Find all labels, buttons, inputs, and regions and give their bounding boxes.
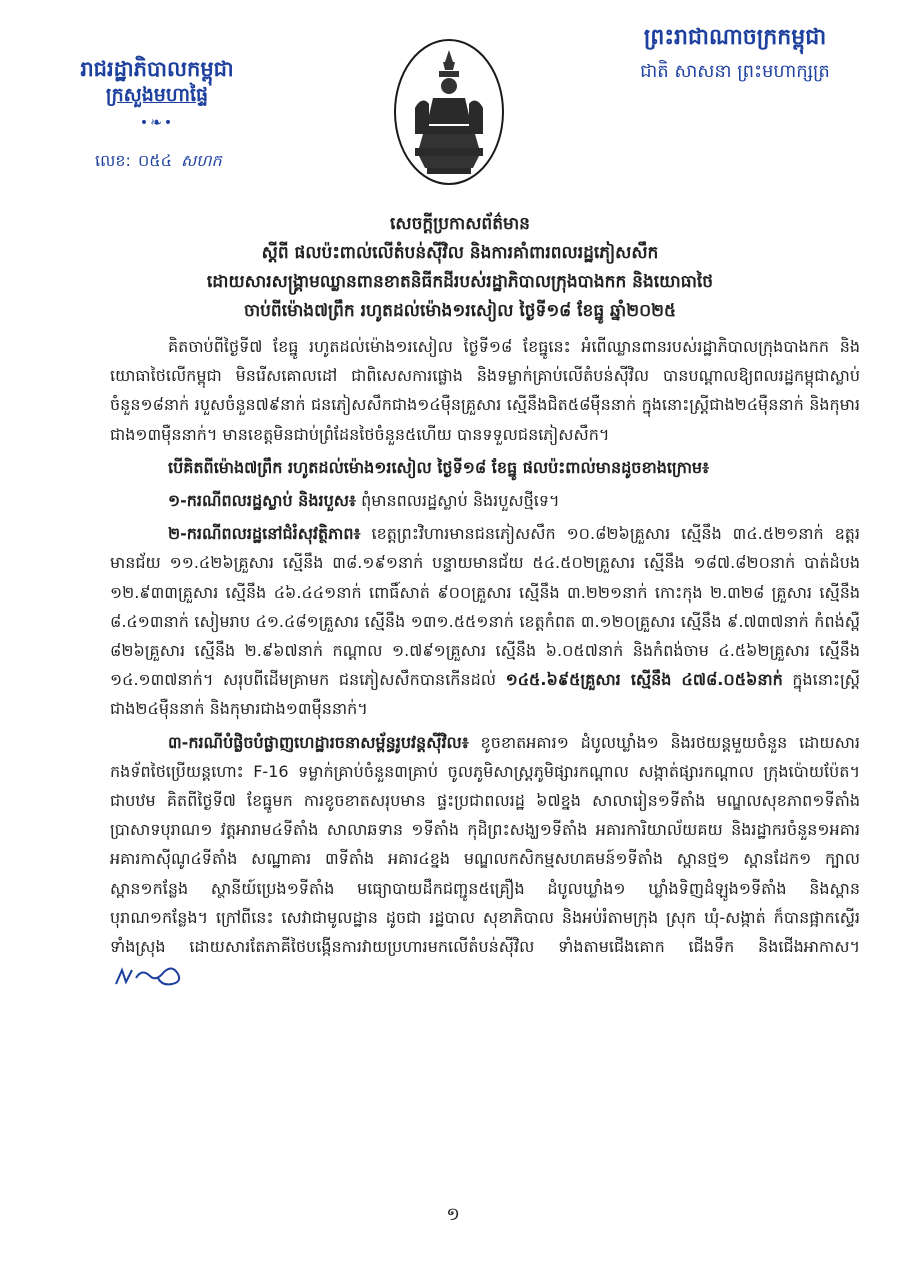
paragraph-intro: គិតចាប់ពីថ្ងៃទី៧ ខែធ្នូ រហូតដល់ម៉ោង១រសៀល ថ្ងៃទី១៨ ខែធ្នូនេះ អំពើឈ្លានពានរបស់រដ្ឋាភិបាលក្រុងបាងកក និងយោធាថៃលើកម្ពុជា មិនរើសគោលដៅ ជាពិសេសការផ្លោង និងទម្លាក់គ្រាប់លើតំបន់ស៊ីវិល បានបណ្តាលឱ្យពលរដ្ឋកម្ពុជាស្លាប់ចំនួន១៨នាក់ របួសចំនួន៧៩នាក់ ជនភៀសសឹកជាង១៤ម៉ឺនគ្រួសារ ស្មើនឹងជិត៥៨ម៉ឺននាក់ ក្នុងនោះស្រ្តីជាង២៤ម៉ឺននាក់ និងកុមារជាង១៣ម៉ឺននាក់។ មានខេត្តមិនជាប់ព្រំដែនថៃចំនួន៥ហើយ បានទទួលជនភៀសសឹក។ (110, 337, 860, 444)
title-line-3: ដោយសារសង្គ្រាមឈ្លានពានខាតនិធីកដីរបស់រដ្ឋាភិបាលក្រុងបាងកក និងយោធាថៃ (206, 272, 714, 292)
header-left (52, 55, 262, 131)
title-line-4: ចាប់ពីម៉ោង៧ព្រឹក រហូតដល់ម៉ោង១រសៀល ថ្ងៃទី១៨ ខែធ្នូ ឆ្នាំ២០២៥ (243, 301, 677, 321)
page-number: ១ (446, 1204, 460, 1225)
paragraph-casualties (110, 486, 860, 515)
document-number (95, 150, 222, 174)
national-motto: ជាតិ សាសនា ព្រះមហាក្សត្រ (640, 60, 830, 82)
refugees-total: ១៤៥.៦៩៥គ្រួសារ ស្មើនឹង ៤៧៨.០៥៦នាក់ (505, 670, 783, 690)
ornament-icon: •❧• (139, 114, 175, 131)
title-line-2: ស្តីពី ផលប៉ះពាល់លើតំបន់ស៊ីវិល និងការគាំពារពលរដ្ឋភៀសសឹក (261, 243, 659, 263)
title-line-1: សេចក្តីប្រកាសព័ត៌មាន (390, 214, 530, 234)
casualties-heading: ១-ករណីពលរដ្ឋស្លាប់ និងរបួស៖ (168, 491, 356, 511)
ministry-name: ក្រសួងមហាផ្ទៃ (105, 84, 209, 107)
initial-signature-icon (114, 964, 194, 990)
paragraph-summary-intro: បើគិតពីម៉ោង៧ព្រឹក រហូតដល់ម៉ោង១រសៀល ថ្ងៃទី១៨ ខែធ្នូ ផលប៉ះពាល់មានដូចខាងក្រោម៖ (168, 457, 710, 477)
infrastructure-text: ខូចខាតអគារ១ ដំបូលឃ្លាំង១ និងរថយន្តមួយចំនួន ដោយសារកងទ័ពថៃប្រើយន្តហោះ F-16 ទម្លាក់គ្រាប់ចំនួន៣គ្រាប់ ចូលភូមិសាស្ត្រភូមិផ្សារកណ្តាល សង្កាត់ផ្សារកណ្តាល ក្រុងប៉ោយប៉ែត។ ជាបឋម គិតពីថ្ងៃទី៧ ខែធ្នូមក ការខូចខាតសរុបមាន ផ្ទះប្រជាពលរដ្ឋ ៦៧ខ្នង សាលារៀន១ទីតាំង មណ្ឌលសុខភាព១ទីតាំង ប្រាសាទបុរាណ១ វត្តអារាម៤ទីតាំង សាលាឆទាន ១ទីតាំង កុដិព្រះសង្ឃ១ទីតាំង អគារការិយាល័យគយ និងរដ្ឋាករចំនួន១អគារ អគារកាស៊ីណូ៤ទីតាំង សណ្ឋាគារ ៣ទីតាំង អគារ៤ខ្នង មណ្ឌលកសិកម្មសហគមន៍១ទីតាំង ស្ពានថ្ម១ ស្ពានដែក១ ក្បាលស្ពាន១កន្លែង ស្ថានីយ៍ប្រេង១ទីតាំង មធ្យោបាយដឹកជញ្ជូន៥គ្រឿង ដំបូលឃ្លាំង១ ឃ្លាំងទិញដំឡូង១ទីតាំង និងស្ពានបុរាណ១កន្លែង។ ក្រៅពីនេះ សេវាជាមូលដ្ឋាន ដូចជា រដ្ឋបាល សុខាភិបាល និងអប់រំតាមក្រុង ស្រុក ឃុំ-សង្កាត់ ក៏បានផ្អាកស្ទើរទាំងស្រុង ដោយសារតែភាគីថៃបង្កើនការវាយប្រហារមកលើតំបន់ស៊ីវិល ទាំងតាមជើងគោក ជើងទឹក និងជើងអាកាស។ (110, 732, 860, 957)
refugees-text: ខេត្តព្រះវិហារមានជនភៀសសឹក ១០.៨២៦គ្រួសារ ស្មើនឹង ៣៤.៥២១នាក់ ឧត្តរមានជ័យ ១១.៤២៦គ្រួសារ ស្មើនឹង ៣៨.១៩១នាក់ បន្ទាយមានជ័យ ៥៤.៥០២គ្រួសារ ស្មើនឹង ១៨៧.៨២០នាក់ បាត់ដំបង ១២.៩៣៣គ្រួសារ ស្មើនឹង ៤៦.៤៤១នាក់ ពោធិ៍សាត់ ៩០០គ្រួសារ ស្មើនឹង ៣.២២១នាក់ កោះកុង ២.៣២៨ គ្រួសារ ស្មើនឹង ៨.៤១៣នាក់ សៀមរាប ៤១.៤៨១គ្រួសារ ស្មើនឹង ១៣១.៥៥១នាក់ ខេត្តកំពត ៣.១២០គ្រួសារ ស្មើនឹង ៩.៧៣៧នាក់ កំពង់ស្ពឺ ៨២៦គ្រួសារ ស្មើនឹង ២.៩៦៧នាក់ កណ្តាល ១.៧៩១គ្រួសារ ស្មើនឹង ៦.០៥៧នាក់ និងកំពង់ចាម ៤.៥៦២គ្រួសារ ស្មើនឹង ១៤.១៣៧នាក់។ សរុបពីដើមគ្រាមក ជនភៀសសឹកបានកើនដល់ (110, 524, 861, 690)
title-block (140, 210, 780, 326)
infrastructure-heading: ៣-ករណីបំផ្លិចបំផ្លាញហេដ្ឋារចនាសម្ព័ន្ធរូបវន្តស៊ីវិល៖ (168, 732, 469, 752)
body-text (110, 332, 860, 994)
document-number-suffix: សហក (181, 151, 222, 170)
header-right (605, 22, 865, 86)
paragraph-infrastructure (110, 728, 860, 991)
kingdom-name: ព្រះរាជាណាចក្រកម្ពុជា (643, 24, 827, 50)
document-number-value: ០៥៤ (137, 151, 172, 170)
refugees-heading: ២-ករណីពលរដ្ឋនៅជំរំសុវត្ថិភាព៖ (168, 524, 361, 544)
royal-emblem-icon (393, 38, 505, 186)
document-number-label: លេខ: (95, 151, 131, 170)
casualties-text: ពុំមានពលរដ្ឋស្លាប់ និងរបួសថ្មីទេ។ (356, 491, 560, 511)
refugees-tail: ក្នុងនោះស្រ្តីជាង២៤ម៉ឺននាក់ និងកុមារជាង១៣ម៉ឺននាក់។ (110, 670, 860, 719)
paragraph-refugees (110, 519, 860, 723)
government-name: រាជរដ្ឋាភិបាលកម្ពុជា (80, 56, 234, 81)
